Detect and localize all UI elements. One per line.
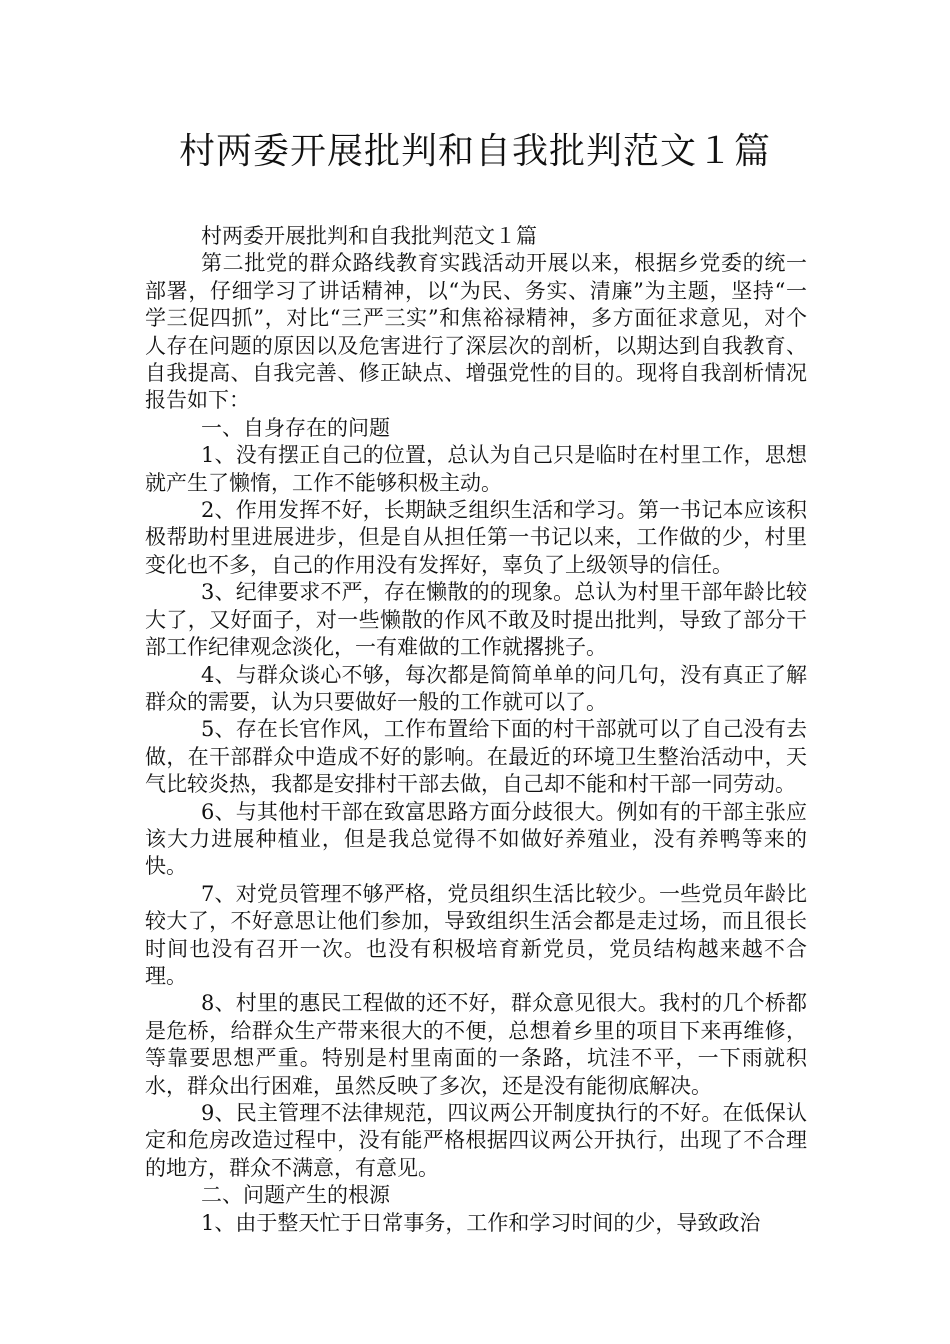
section-heading-problems: 一、自身存在的问题	[201, 415, 390, 440]
paragraph-item-5: 5、存在长官作风，工作布置给下面的村干部就可以了自己没有去做，在干部群众中造成不好的影响。在最近的环境卫生整治活动中，天气比较炎热，我都是安排村干部去做，自己却不能和村干部一同劳动。	[145, 717, 807, 797]
paragraph-item-9: 9、民主管理不法律规范，四议两公开制度执行的不好。在低保认定和危房改造过程中，没有能严格根据四议两公开执行，出现了不合理的地方，群众不满意，有意见。	[145, 1101, 807, 1180]
paragraph-item-6: 6、与其他村干部在致富思路方面分歧很大。例如有的干部主张应该大力进展种植业，但是我总觉得不如做好养殖业，没有养鸭等来的快。	[145, 799, 807, 879]
document-title: 村两委开展批判和自我批判范文１篇	[178, 131, 771, 172]
paragraph-item-8: 8、村里的惠民工程做的还不好，群众意见很大。我村的几个桥都是危桥，给群众生产带来很大的不便，总想着乡里的项目下来再维修，等靠要思想严重。特别是村里南面的一条路，坑洼不平，一下雨就积水，群众出行困难，虽然反映了多次，还是没有能彻底解决。	[145, 991, 807, 1098]
paragraph-subtitle: 村两委开展批判和自我批判范文１篇	[201, 224, 537, 248]
section-heading-roots: 二、问题产生的根源	[201, 1183, 390, 1208]
paragraph-item-4: 4、与群众谈心不够，每次都是简简单单的问几句，没有真正了解群众的需要，认为只要做好一般的工作就可以了。	[145, 662, 807, 714]
document-body	[145, 223, 807, 1237]
paragraph-item-2: 2、作用发挥不好，长期缺乏组织生活和学习。第一书记本应该积极帮助村里进展进步，但是自从担任第一书记以来，工作做的少，村里变化也不多，自己的作用没有发挥好，辜负了上级领导的信任。	[145, 498, 807, 577]
paragraph-item-7: 7、对党员管理不够严格，党员组织生活比较少。一些党员年龄比较大了，不好意思让他们参加，导致组织生活会都是走过场，而且很长时间也没有召开一次。也没有积极培育新党员，党员结构越来越不合理。	[145, 881, 807, 988]
paragraph-intro: 第二批党的群众路线教育实践活动开展以来，根据乡党委的统一部署，仔细学习了讲话精神，以“为民、务实、清廉”为主题，坚持“一学三促四抓”，对比“三严三实”和焦裕禄精神，多方面征求意见，对个人存在问题的原因以及危害进行了深层次的剖析，以期达到自我教育、自我提高、自我完善、修正缺点、增强党性的目的。现将自我剖析情况报告如下：	[145, 251, 807, 413]
paragraph-item-1: 1、没有摆正自己的位置，总认为自己只是临时在村里工作，思想就产生了懒惰，工作不能够积极主动。	[145, 443, 807, 495]
paragraph-item-3: 3、纪律要求不严，存在懒散的的现象。总认为村里干部年龄比较大了，又好面子，对一些懒散的作风不敢及时提出批判，导致了部分干部工作纪律观念淡化，一有难做的工作就撂挑子。	[145, 580, 807, 660]
paragraph-root-1: 1、由于整天忙于日常事务，工作和学习时间的少，导致政治	[201, 1210, 761, 1235]
